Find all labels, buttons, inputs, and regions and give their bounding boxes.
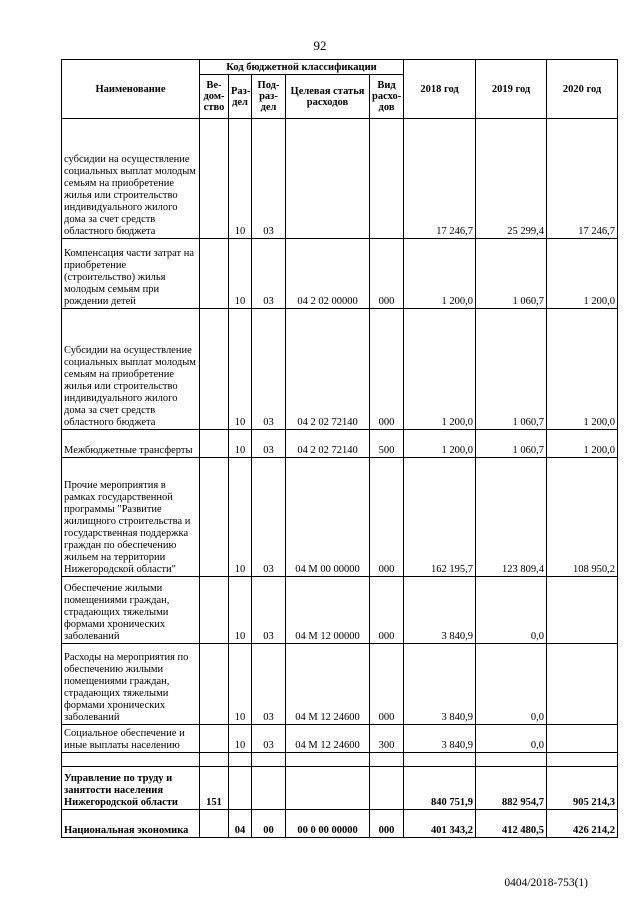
row-name: Расходы на мероприятия по обеспечению жилыми помещениями граждан, страдающих тяжелыми формами хронических заболеваний: [62, 644, 200, 725]
row-vedomstvo: [200, 430, 229, 458]
page-number: 92: [313, 38, 327, 53]
table-row-section: [62, 810, 618, 838]
row-vedomstvo: [200, 119, 229, 239]
col-header-vedomstvo: Ве-дом-ство: [200, 75, 229, 119]
row-value-2019: 1 060,7: [476, 430, 547, 458]
row-value-2020: 17 246,7: [547, 119, 618, 239]
row-vid-raskhodov: 000: [370, 458, 404, 577]
row-vedomstvo: [200, 810, 229, 838]
table-row-empty: [62, 753, 618, 767]
row-value-2020: 426 214,2: [547, 810, 618, 838]
row-razdel: [229, 753, 252, 767]
row-value-2018: 3 840,9: [404, 725, 476, 753]
row-tselevaya-statya: 04 2 02 72140: [286, 430, 370, 458]
row-value-2019: 25 299,4: [476, 119, 547, 239]
row-podrazdel: 03: [252, 577, 286, 644]
row-vedomstvo: [200, 725, 229, 753]
table-row: [62, 430, 618, 458]
row-vedomstvo: [200, 239, 229, 309]
row-vid-raskhodov: 300: [370, 725, 404, 753]
table-row: [62, 458, 618, 577]
row-name: Субсидии на осуществление социальных выплат молодым семьям на приобретение жилья или строительство индивидуального жилого дома за счет средств областного бюджета: [62, 309, 200, 430]
row-vid-raskhodov: [370, 753, 404, 767]
col-header-razdel: Раз-дел: [229, 75, 252, 119]
row-podrazdel: 03: [252, 725, 286, 753]
table-row: [62, 309, 618, 430]
col-header-tselevaya-statya: Целевая статья расходов: [286, 75, 370, 119]
row-razdel: [229, 767, 252, 810]
row-value-2019: 0,0: [476, 725, 547, 753]
row-value-2019: 1 060,7: [476, 309, 547, 430]
row-razdel: 10: [229, 430, 252, 458]
row-value-2018: 1 200,0: [404, 239, 476, 309]
row-vid-raskhodov: 000: [370, 644, 404, 725]
col-header-vid-raskhodov: Вид расхо-дов: [370, 75, 404, 119]
row-vedomstvo: [200, 458, 229, 577]
row-razdel: 10: [229, 119, 252, 239]
row-tselevaya-statya: 04 М 12 24600: [286, 725, 370, 753]
row-podrazdel: [252, 753, 286, 767]
row-vid-raskhodov: [370, 119, 404, 239]
row-vedomstvo: [200, 309, 229, 430]
row-name: [62, 753, 200, 767]
row-name: Национальная экономика: [62, 810, 200, 838]
row-podrazdel: 03: [252, 430, 286, 458]
table-row: [62, 239, 618, 309]
row-tselevaya-statya: 00 0 00 00000: [286, 810, 370, 838]
col-header-podrazdel: Под-раз-дел: [252, 75, 286, 119]
row-vedomstvo: [200, 644, 229, 725]
row-value-2019: 1 060,7: [476, 239, 547, 309]
row-value-2019: 882 954,7: [476, 767, 547, 810]
row-podrazdel: 03: [252, 119, 286, 239]
row-value-2020: 108 950,2: [547, 458, 618, 577]
row-value-2020: 1 200,0: [547, 430, 618, 458]
row-vid-raskhodov: 000: [370, 577, 404, 644]
row-value-2018: 162 195,7: [404, 458, 476, 577]
row-name: Социальное обеспечение и иные выплаты населению: [62, 725, 200, 753]
row-vid-raskhodov: 000: [370, 810, 404, 838]
row-tselevaya-statya: [286, 119, 370, 239]
row-tselevaya-statya: 04 М 00 00000: [286, 458, 370, 577]
row-tselevaya-statya: 04 М 12 00000: [286, 577, 370, 644]
col-header-2018: 2018 год: [404, 60, 476, 119]
col-header-2019: 2019 год: [476, 60, 547, 119]
row-name: субсидии на осуществление социальных выплат молодым семьям на приобретение жилья или строительство индивидуального жилого дома за счет средств областного бюджета: [62, 119, 200, 239]
row-razdel: 10: [229, 725, 252, 753]
row-value-2020: 905 214,3: [547, 767, 618, 810]
row-vid-raskhodov: [370, 767, 404, 810]
row-razdel: 10: [229, 644, 252, 725]
row-tselevaya-statya: [286, 767, 370, 810]
table-row: [62, 644, 618, 725]
row-value-2020: [547, 577, 618, 644]
row-razdel: 10: [229, 577, 252, 644]
row-value-2018: 840 751,9: [404, 767, 476, 810]
row-tselevaya-statya: 04 2 02 72140: [286, 309, 370, 430]
row-value-2018: 1 200,0: [404, 309, 476, 430]
col-header-2020: 2020 год: [547, 60, 618, 119]
row-value-2018: 17 246,7: [404, 119, 476, 239]
row-value-2020: 1 200,0: [547, 309, 618, 430]
budget-table: [61, 59, 618, 838]
col-header-name: Наименование: [62, 60, 200, 119]
row-vid-raskhodov: 500: [370, 430, 404, 458]
col-header-group: Код бюджетной классификации: [200, 60, 404, 75]
row-vid-raskhodov: 000: [370, 239, 404, 309]
row-name: Управление по труду и занятости населения Нижегородской области: [62, 767, 200, 810]
row-value-2018: 3 840,9: [404, 577, 476, 644]
row-value-2020: [547, 644, 618, 725]
row-value-2019: 412 480,5: [476, 810, 547, 838]
row-podrazdel: 00: [252, 810, 286, 838]
row-name: Обеспечение жилыми помещениями граждан, страдающих тяжелыми формами хронических заболеваний: [62, 577, 200, 644]
row-podrazdel: 03: [252, 309, 286, 430]
row-razdel: 10: [229, 239, 252, 309]
row-value-2019: 0,0: [476, 577, 547, 644]
table-row: [62, 577, 618, 644]
row-podrazdel: [252, 767, 286, 810]
row-value-2018: [404, 753, 476, 767]
row-value-2020: 1 200,0: [547, 239, 618, 309]
row-podrazdel: 03: [252, 644, 286, 725]
row-value-2018: 3 840,9: [404, 644, 476, 725]
row-podrazdel: 03: [252, 239, 286, 309]
row-razdel: 10: [229, 309, 252, 430]
row-vedomstvo: [200, 577, 229, 644]
row-name: Межбюджетные трансферты: [62, 430, 200, 458]
row-value-2019: 0,0: [476, 644, 547, 725]
row-tselevaya-statya: 04 М 12 24600: [286, 644, 370, 725]
table-row: [62, 725, 618, 753]
row-vid-raskhodov: 000: [370, 309, 404, 430]
row-value-2020: [547, 725, 618, 753]
row-podrazdel: 03: [252, 458, 286, 577]
row-value-2018: 401 343,2: [404, 810, 476, 838]
row-value-2019: [476, 753, 547, 767]
row-value-2018: 1 200,0: [404, 430, 476, 458]
row-value-2019: 123 809,4: [476, 458, 547, 577]
row-vedomstvo: 151: [200, 767, 229, 810]
row-value-2020: [547, 753, 618, 767]
document-code: 0404/2018-753(1): [504, 877, 588, 889]
row-name: Прочие мероприятия в рамках государственной программы "Развитие жилищного строительства и государственная поддержка граждан по обеспечению жильем на территории Нижегородской области": [62, 458, 200, 577]
row-name: Компенсация части затрат на приобретение (строительство) жилья молодым семьям при рождении детей: [62, 239, 200, 309]
table-row-department: [62, 767, 618, 810]
row-tselevaya-statya: 04 2 02 00000: [286, 239, 370, 309]
row-razdel: 04: [229, 810, 252, 838]
row-tselevaya-statya: [286, 753, 370, 767]
table-row: [62, 119, 618, 239]
row-vedomstvo: [200, 753, 229, 767]
row-razdel: 10: [229, 458, 252, 577]
